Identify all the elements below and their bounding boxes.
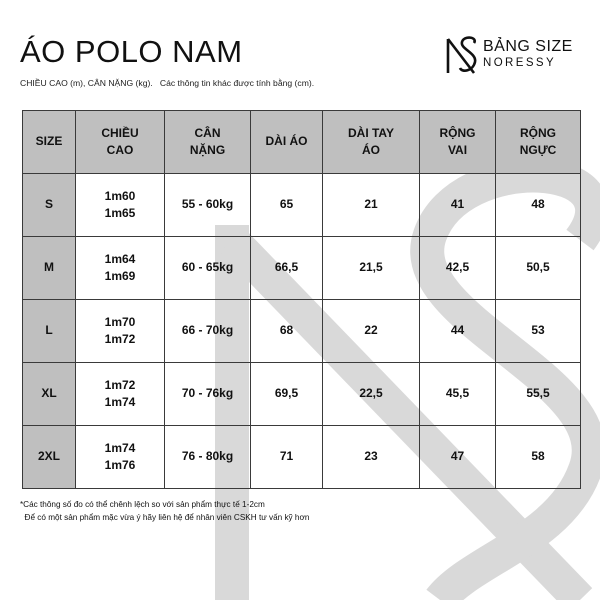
page-title: ÁO POLO NAM	[20, 34, 243, 69]
weight-cell: 70 - 76kg	[165, 363, 251, 426]
noressy-logo-icon	[444, 35, 480, 75]
height-cell: 1m60 1m65	[76, 174, 165, 237]
sleeve-length-cell: 21,5	[323, 237, 420, 300]
brand-block	[444, 35, 584, 75]
chest-cell: 53	[496, 300, 581, 363]
table-row	[23, 426, 581, 489]
body-length-cell: 71	[251, 426, 323, 489]
shoulder-cell: 47	[420, 426, 496, 489]
brand-title: BẢNG SIZE	[483, 38, 573, 55]
shoulder-cell: 41	[420, 174, 496, 237]
weight-cell: 76 - 80kg	[165, 426, 251, 489]
sleeve-length-cell: 22,5	[323, 363, 420, 426]
shoulder-cell: 42,5	[420, 237, 496, 300]
header-sleeve-length: DÀI TAY ÁO	[323, 111, 420, 174]
body-length-cell: 68	[251, 300, 323, 363]
weight-cell: 60 - 65kg	[165, 237, 251, 300]
size-chart-table	[22, 110, 581, 489]
size-cell: S	[23, 174, 76, 237]
shoulder-cell: 45,5	[420, 363, 496, 426]
shoulder-cell: 44	[420, 300, 496, 363]
sleeve-length-cell: 23	[323, 426, 420, 489]
chest-cell: 55,5	[496, 363, 581, 426]
size-cell: 2XL	[23, 426, 76, 489]
body-length-cell: 66,5	[251, 237, 323, 300]
brand-name: NORESSY	[483, 57, 557, 69]
header-body-length: DÀI ÁO	[251, 111, 323, 174]
size-cell: L	[23, 300, 76, 363]
chest-cell: 48	[496, 174, 581, 237]
table-row	[23, 363, 581, 426]
body-length-cell: 65	[251, 174, 323, 237]
header-chest: RỘNG NGỰC	[496, 111, 581, 174]
height-cell: 1m72 1m74	[76, 363, 165, 426]
chest-cell: 58	[496, 426, 581, 489]
height-cell: 1m64 1m69	[76, 237, 165, 300]
footnotes	[20, 498, 309, 524]
size-cell: M	[23, 237, 76, 300]
footnote-line: Để có một sản phẩm mặc vừa ý hãy liên hệ để nhân viên CSKH tư vấn kỹ hơn	[20, 513, 310, 522]
header-weight: CÂN NẶNG	[165, 111, 251, 174]
table-row	[23, 174, 581, 237]
header-shoulder: RỘNG VAI	[420, 111, 496, 174]
header-size: SIZE	[23, 111, 76, 174]
header-height: CHIỀU CAO	[76, 111, 165, 174]
height-cell: 1m70 1m72	[76, 300, 165, 363]
height-cell: 1m74 1m76	[76, 426, 165, 489]
units-note: CHIỀU CAO (m), CÂN NẶNG (kg). Các thông tin khác được tính bằng (cm).	[20, 78, 315, 88]
sleeve-length-cell: 21	[323, 174, 420, 237]
size-cell: XL	[23, 363, 76, 426]
weight-cell: 55 - 60kg	[165, 174, 251, 237]
table-header-row	[23, 111, 581, 174]
body-length-cell: 69,5	[251, 363, 323, 426]
table-row	[23, 300, 581, 363]
table-row	[23, 237, 581, 300]
chest-cell: 50,5	[496, 237, 581, 300]
footnote-line: *Các thông số đo có thể chênh lệch so với sản phẩm thực tế 1-2cm	[20, 500, 265, 509]
sleeve-length-cell: 22	[323, 300, 420, 363]
weight-cell: 66 - 70kg	[165, 300, 251, 363]
